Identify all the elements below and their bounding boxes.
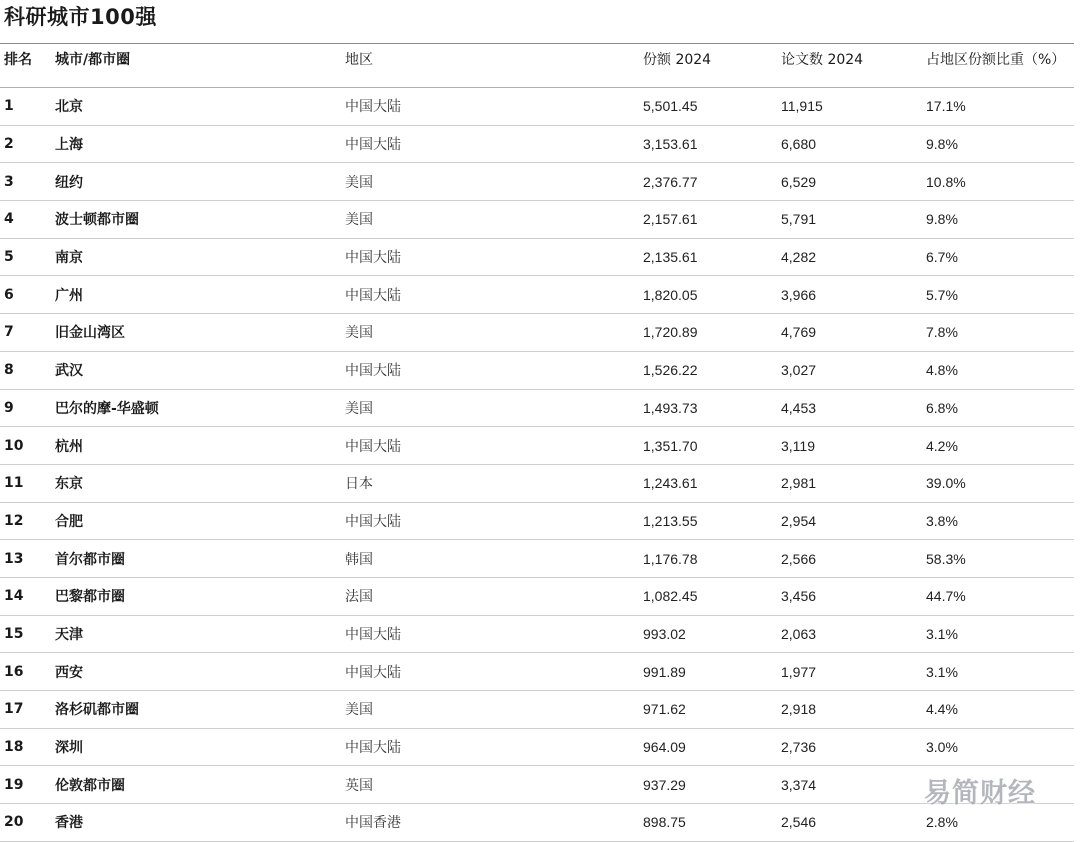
cell-papers: 4,282 — [781, 249, 817, 266]
cell-papers: 4,769 — [781, 324, 817, 341]
cell-region: 美国 — [345, 400, 373, 417]
cell-rank: 18 — [4, 739, 24, 756]
cell-share: 1,720.89 — [643, 324, 698, 341]
cell-city: 合肥 — [55, 513, 83, 530]
cell-pct: 58.3% — [926, 550, 966, 567]
cell-region: 中国大陆 — [345, 740, 401, 757]
cell-pct: 17.1% — [926, 98, 966, 115]
cell-rank: 16 — [4, 663, 24, 680]
table-row — [0, 125, 1074, 163]
cell-region: 中国大陆 — [345, 287, 401, 304]
table-row — [0, 201, 1074, 239]
table-row — [0, 351, 1074, 389]
cell-pct: 4.4% — [926, 701, 958, 718]
header-region: 地区 — [345, 52, 373, 68]
cell-city: 北京 — [55, 99, 83, 116]
cell-city: 天津 — [55, 626, 83, 643]
cell-pct: 3.1% — [926, 625, 958, 642]
cell-city: 伦敦都市圈 — [55, 777, 125, 794]
table-row — [0, 728, 1074, 766]
cell-city: 深圳 — [55, 740, 83, 757]
cell-papers: 6,680 — [781, 136, 817, 153]
cell-city: 西安 — [55, 664, 83, 681]
cell-rank: 20 — [4, 814, 24, 831]
cell-share: 1,082.45 — [643, 588, 698, 605]
cell-pct: 3.0% — [926, 739, 958, 756]
cell-city: 杭州 — [55, 438, 83, 455]
cell-papers: 2,981 — [781, 475, 817, 492]
cell-pct: 44.7% — [926, 588, 966, 605]
cell-city: 广州 — [55, 287, 83, 304]
cell-rank: 14 — [4, 588, 24, 605]
cell-pct: 3.8% — [926, 512, 958, 529]
table-row — [0, 540, 1074, 578]
cell-share: 1,213.55 — [643, 512, 698, 529]
cell-papers: 1,977 — [781, 663, 817, 680]
cell-rank: 2 — [4, 136, 14, 153]
cell-city: 东京 — [55, 476, 83, 493]
cell-share: 1,820.05 — [643, 286, 698, 303]
cell-share: 993.02 — [643, 625, 686, 642]
cell-papers: 2,954 — [781, 512, 817, 529]
table-body — [0, 88, 1074, 842]
cell-city: 旧金山湾区 — [55, 325, 125, 342]
cell-rank: 8 — [4, 362, 14, 379]
cell-rank: 10 — [4, 437, 24, 454]
cell-papers: 3,456 — [781, 588, 817, 605]
cell-papers: 3,027 — [781, 362, 817, 379]
table-row — [0, 577, 1074, 615]
cell-city: 武汉 — [55, 363, 83, 380]
cell-share: 2,135.61 — [643, 249, 698, 266]
cell-papers: 2,063 — [781, 625, 817, 642]
cell-rank: 17 — [4, 701, 24, 718]
table-row — [0, 163, 1074, 201]
cell-papers: 3,119 — [781, 437, 815, 454]
cell-papers: 3,374 — [781, 776, 817, 793]
cell-share: 1,493.73 — [643, 399, 698, 416]
table-row — [0, 502, 1074, 540]
cell-share: 2,376.77 — [643, 173, 698, 190]
cell-rank: 6 — [4, 286, 14, 303]
table-row — [0, 88, 1074, 126]
cell-rank: 11 — [4, 475, 24, 492]
cell-region: 美国 — [345, 702, 373, 719]
cell-pct: 3.1% — [926, 663, 958, 680]
table-row — [0, 427, 1074, 465]
page-title: 科研城市100强 — [4, 5, 157, 29]
cell-city: 洛杉矶都市圈 — [55, 702, 139, 719]
cell-share: 3,153.61 — [643, 136, 698, 153]
cell-pct: 39.0% — [926, 475, 966, 492]
cell-region: 日本 — [345, 476, 373, 493]
cell-share: 1,176.78 — [643, 550, 698, 567]
cell-city: 香港 — [55, 815, 83, 832]
cell-city: 巴尔的摩-华盛顿 — [55, 400, 159, 417]
cell-city: 南京 — [55, 250, 83, 267]
cell-region: 中国大陆 — [345, 137, 401, 154]
cell-rank: 4 — [4, 211, 14, 228]
cell-rank: 5 — [4, 249, 14, 266]
table-row — [0, 464, 1074, 502]
cell-share: 991.89 — [643, 663, 686, 680]
header-city: 城市/都市圈 — [55, 52, 131, 68]
cell-rank: 12 — [4, 512, 24, 529]
cell-share: 1,351.70 — [643, 437, 698, 454]
cell-papers: 4,453 — [781, 399, 817, 416]
header-pct: 占地区份额比重（%） — [926, 52, 1066, 68]
cell-region: 法国 — [345, 589, 373, 606]
table-header-row — [0, 44, 1074, 88]
cell-pct: 7.8% — [926, 324, 958, 341]
cell-pct: 4.2% — [926, 437, 958, 454]
cell-rank: 19 — [4, 776, 24, 793]
table-row — [0, 389, 1074, 427]
cell-region: 中国大陆 — [345, 664, 401, 681]
cell-rank: 7 — [4, 324, 14, 341]
table-row — [0, 766, 1074, 804]
cell-share: 937.29 — [643, 776, 686, 793]
cell-rank: 1 — [4, 98, 14, 115]
cell-region: 中国香港 — [345, 815, 401, 832]
cell-share: 1,526.22 — [643, 362, 698, 379]
cell-city: 上海 — [55, 137, 83, 154]
cell-rank: 3 — [4, 173, 14, 190]
cell-region: 美国 — [345, 325, 373, 342]
cell-papers: 2,736 — [781, 739, 817, 756]
cell-papers: 5,791 — [781, 211, 817, 228]
cell-share: 971.62 — [643, 701, 686, 718]
header-rank: 排名 — [4, 52, 32, 68]
cell-pct: 6.8% — [926, 399, 958, 416]
cell-papers: 2,566 — [781, 550, 817, 567]
cell-papers: 2,546 — [781, 814, 817, 831]
cell-papers: 3,966 — [781, 286, 817, 303]
cell-share: 5,501.45 — [643, 98, 698, 115]
cell-pct: 9.8% — [926, 211, 958, 228]
cell-papers: 2,918 — [781, 701, 817, 718]
cell-rank: 9 — [4, 399, 14, 416]
cell-region: 韩国 — [345, 551, 373, 568]
cell-region: 中国大陆 — [345, 363, 401, 380]
table-row — [0, 615, 1074, 653]
table-row — [0, 804, 1074, 842]
table-row — [0, 653, 1074, 691]
header-share: 份额 2024 — [643, 52, 712, 68]
cell-share: 898.75 — [643, 814, 686, 831]
cell-region: 美国 — [345, 212, 373, 229]
cell-city: 首尔都市圈 — [55, 551, 125, 568]
cell-region: 中国大陆 — [345, 626, 401, 643]
cell-share: 2,157.61 — [643, 211, 698, 228]
table-row — [0, 691, 1074, 729]
cell-region: 中国大陆 — [345, 250, 401, 267]
cell-papers: 6,529 — [781, 173, 817, 190]
cell-city: 波士顿都市圈 — [55, 212, 139, 229]
cell-rank: 13 — [4, 550, 24, 567]
cell-share: 1,243.61 — [643, 475, 698, 492]
cell-share: 964.09 — [643, 739, 686, 756]
watermark-logo: 易简财经 — [924, 778, 1036, 809]
cell-region: 中国大陆 — [345, 438, 401, 455]
table-row — [0, 238, 1074, 276]
header-papers: 论文数 2024 — [781, 52, 864, 68]
cell-pct: 2.8% — [926, 814, 958, 831]
ranking-table — [0, 43, 1074, 842]
cell-papers: 11,915 — [781, 98, 823, 115]
cell-pct: 9.8% — [926, 136, 958, 153]
cell-pct: 4.8% — [926, 362, 958, 379]
cell-region: 美国 — [345, 174, 373, 191]
cell-pct: 5.7% — [926, 286, 958, 303]
cell-rank: 15 — [4, 625, 24, 642]
cell-city: 纽约 — [55, 174, 83, 191]
cell-region: 中国大陆 — [345, 513, 401, 530]
cell-pct — [926, 766, 1074, 804]
cell-city: 巴黎都市圈 — [55, 589, 125, 606]
table-row — [0, 276, 1074, 314]
cell-region: 中国大陆 — [345, 99, 401, 116]
cell-pct: 10.8% — [926, 173, 966, 190]
cell-pct: 6.7% — [926, 249, 958, 266]
cell-region: 英国 — [345, 777, 373, 794]
table-row — [0, 314, 1074, 352]
